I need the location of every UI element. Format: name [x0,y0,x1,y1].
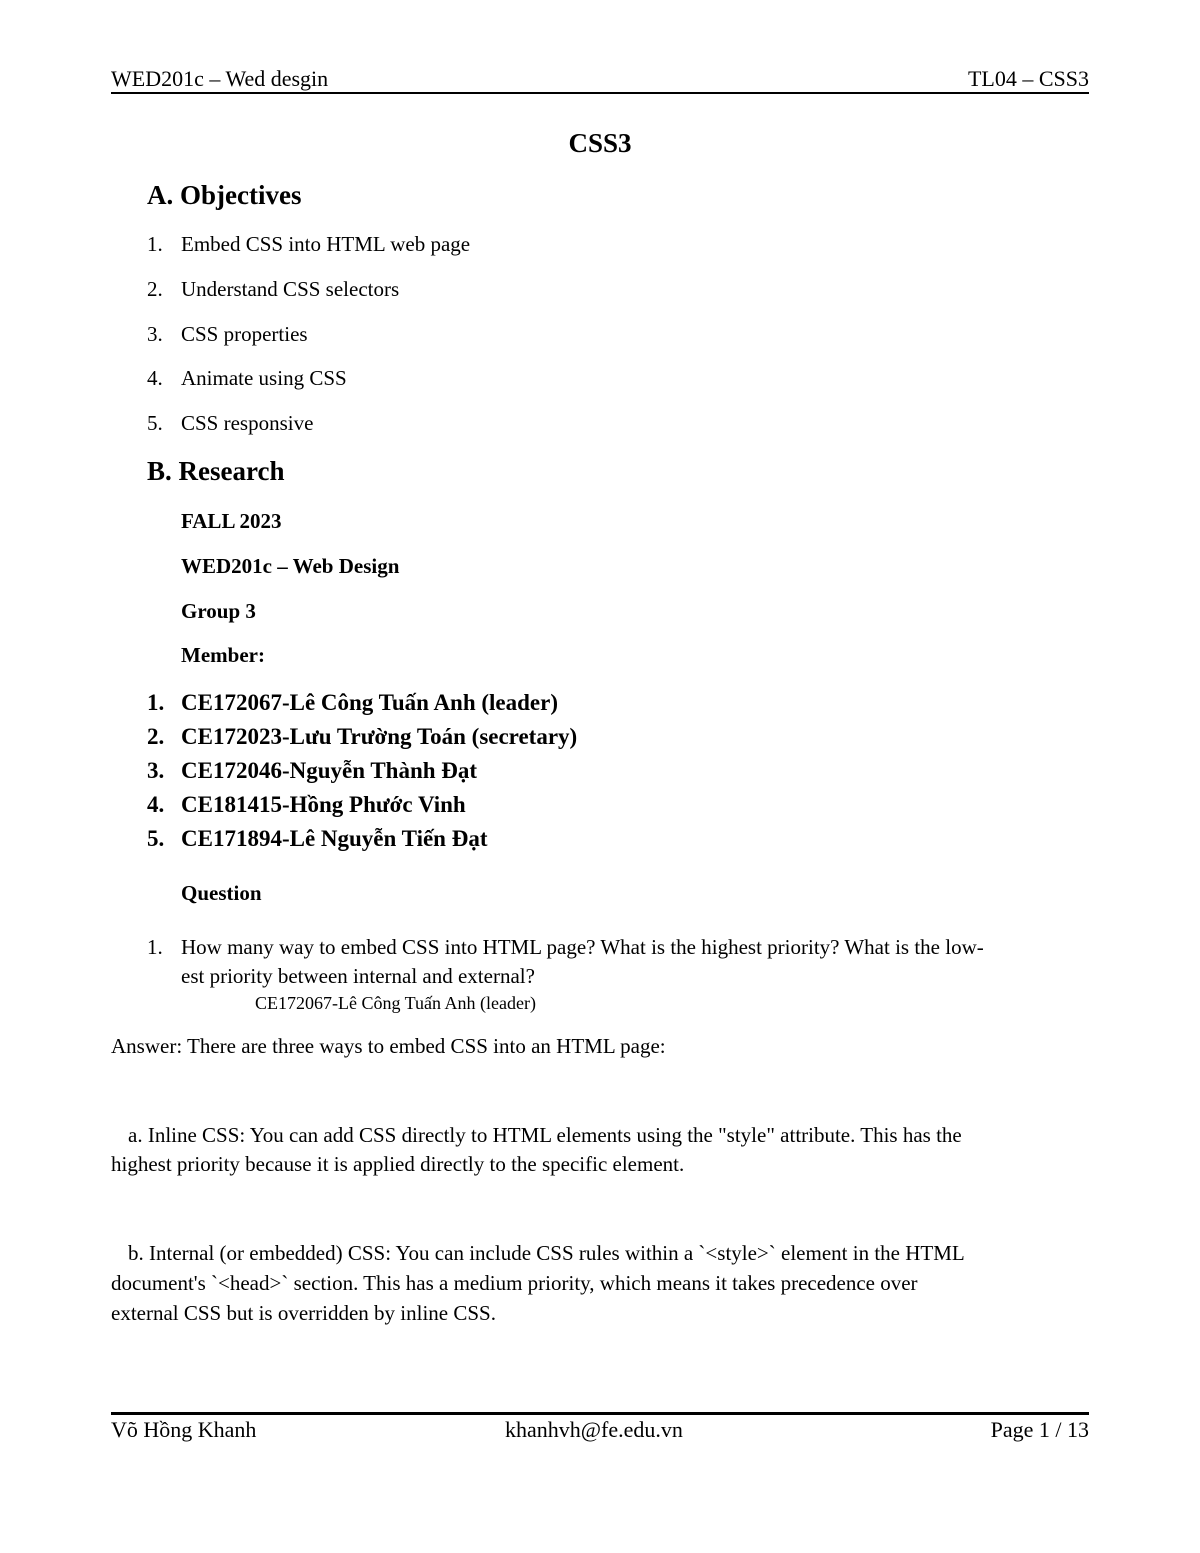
member-item: CE172046-Nguyễn Thành Đạt [181,758,478,783]
member-number: 2. [147,724,165,749]
objective-number: 3. [147,322,163,346]
objective-number: 2. [147,277,163,301]
answer-internal-css-line: b. Internal (or embedded) CSS: You can include CSS rules within a `<style>` element in the HTML [128,1241,965,1265]
answer-inline-css-line: a. Inline CSS: You can add CSS directly to HTML elements using the "style" attribute. This has the [128,1123,962,1147]
objective-number: 4. [147,366,163,390]
member-label: Member: [181,643,265,667]
member-item: CE181415-Hồng Phước Vinh [181,792,466,817]
document-title: CSS3 [568,128,632,158]
member-item: CE171894-Lê Nguyễn Tiến Đạt [181,826,488,851]
question-text-line: How many way to embed CSS into HTML page? What is the highest priority? What is the low- [181,935,984,959]
objective-item: Animate using CSS [181,366,347,390]
footer-divider [111,1412,1089,1415]
course-label: WED201c – Web Design [181,554,400,578]
semester-label: FALL 2023 [181,509,282,533]
objective-item: CSS responsive [181,411,314,435]
objective-number: 1. [147,232,163,256]
group-label: Group 3 [181,599,256,623]
answer-intro: Answer: There are three ways to embed CSS into an HTML page: [111,1034,666,1058]
question-text-line: est priority between internal and external? [181,964,535,988]
header-document-code: TL04 – CSS3 [967,66,1089,91]
answer-internal-css-line: document's `<head>` section. This has a medium priority, which means it takes precedence over [111,1271,918,1295]
question-number: 1. [147,935,163,959]
question-label: Question [181,881,262,905]
footer-author: Võ Hồng Khanh [111,1417,257,1442]
member-number: 5. [147,826,165,851]
member-number: 3. [147,758,165,783]
objective-number: 5. [147,411,163,435]
footer-email: khanhvh@fe.edu.vn [505,1417,683,1442]
answer-internal-css-line: external CSS but is overridden by inline CSS. [111,1301,496,1325]
member-item: CE172067-Lê Công Tuấn Anh (leader) [181,690,559,715]
footer-page-number: Page 1 / 13 [990,1417,1089,1442]
objective-item: Embed CSS into HTML web page [181,232,471,256]
question-author: CE172067-Lê Công Tuấn Anh (leader) [255,993,536,1013]
research-heading: B. Research [147,456,285,486]
header-course-title: WED201c – Wed desgin [111,66,329,91]
member-item: CE172023-Lưu Trường Toán (secretary) [181,724,578,749]
member-number: 1. [147,690,165,715]
objective-item: CSS properties [181,322,308,346]
answer-inline-css-line: highest priority because it is applied directly to the specific element. [111,1152,685,1176]
objective-item: Understand CSS selectors [181,277,400,301]
header-divider [111,92,1089,94]
objectives-heading: A. Objectives [147,180,302,210]
member-number: 4. [147,792,165,817]
